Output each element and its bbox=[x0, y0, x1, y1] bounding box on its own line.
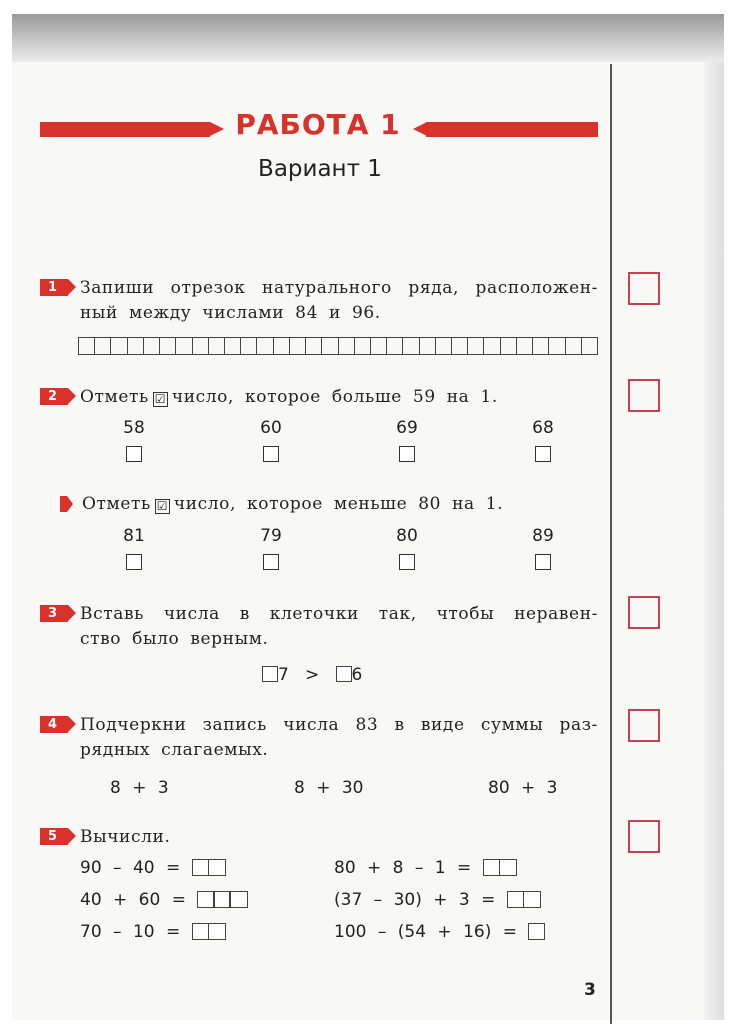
score-box-5[interactable] bbox=[628, 820, 660, 853]
expression-right-3 bbox=[334, 921, 545, 943]
task-1-line-2: ный между числами 84 и 96. bbox=[80, 303, 381, 323]
inequality-box-right[interactable] bbox=[336, 666, 352, 682]
score-box-3[interactable] bbox=[628, 596, 660, 629]
answer-cell[interactable] bbox=[209, 338, 225, 354]
answer-box[interactable] bbox=[192, 923, 226, 940]
answer-cell[interactable] bbox=[566, 338, 582, 354]
answer-cell[interactable] bbox=[403, 338, 419, 354]
answer-box[interactable] bbox=[483, 859, 517, 876]
expression-text: 80 + 8 – 1 = bbox=[334, 858, 472, 878]
task-number-5: 5 bbox=[40, 828, 68, 845]
inequality bbox=[262, 664, 362, 686]
answer-cell[interactable] bbox=[79, 338, 95, 354]
answer-cell[interactable] bbox=[95, 338, 111, 354]
answer-cell[interactable] bbox=[306, 338, 322, 354]
task-number-3: 3 bbox=[40, 605, 68, 622]
option-2b-2: 79 bbox=[260, 526, 282, 546]
margin-line bbox=[610, 64, 612, 1024]
subtask-marker-icon bbox=[60, 496, 67, 512]
answer-box[interactable] bbox=[528, 923, 545, 940]
answer-cell[interactable] bbox=[160, 338, 176, 354]
answer-cell[interactable] bbox=[257, 338, 273, 354]
answer-cell[interactable] bbox=[225, 338, 241, 354]
expression-right-2 bbox=[334, 889, 541, 911]
task-2b-prefix: Отметь bbox=[82, 494, 151, 514]
inequality-box-left[interactable] bbox=[262, 666, 278, 682]
expression-text: 70 – 10 = bbox=[80, 922, 181, 942]
answer-cell[interactable] bbox=[371, 338, 387, 354]
answer-box[interactable] bbox=[192, 859, 226, 876]
option-2b-1: 81 bbox=[123, 526, 145, 546]
title-arrow-right-icon bbox=[413, 122, 427, 136]
answer-cell[interactable] bbox=[468, 338, 484, 354]
answer-cell[interactable] bbox=[355, 338, 371, 354]
expression-text: 90 – 40 = bbox=[80, 858, 181, 878]
title-arrow-left-icon bbox=[210, 122, 224, 136]
option-2b-1-checkbox[interactable] bbox=[126, 554, 142, 570]
option-2b-4: 89 bbox=[532, 526, 554, 546]
page-edge bbox=[704, 62, 724, 1020]
answer-cell[interactable] bbox=[549, 338, 565, 354]
answer-cell[interactable] bbox=[452, 338, 468, 354]
variant-title: Вариант 1 bbox=[258, 156, 382, 182]
expression-left-3 bbox=[80, 921, 226, 943]
sum-option-1[interactable]: 8 + 3 bbox=[110, 778, 169, 798]
task-5-title: Вычисли. bbox=[80, 827, 171, 847]
task-number-2: 2 bbox=[40, 388, 68, 405]
expression-left-2 bbox=[80, 889, 248, 911]
task-number-4: 4 bbox=[40, 716, 68, 733]
answer-cells-row[interactable] bbox=[78, 337, 598, 355]
score-box-1[interactable] bbox=[628, 272, 660, 305]
answer-cell[interactable] bbox=[484, 338, 500, 354]
task-2a-text bbox=[80, 385, 498, 409]
answer-cell[interactable] bbox=[128, 338, 144, 354]
answer-cell[interactable] bbox=[420, 338, 436, 354]
answer-cell[interactable] bbox=[517, 338, 533, 354]
answer-cell[interactable] bbox=[274, 338, 290, 354]
option-2b-4-checkbox[interactable] bbox=[535, 554, 551, 570]
option-2a-4-checkbox[interactable] bbox=[535, 446, 551, 462]
task-2b-text bbox=[82, 492, 503, 516]
option-2b-2-checkbox[interactable] bbox=[263, 554, 279, 570]
inequality-left-digit: 7 bbox=[278, 665, 289, 685]
option-2a-3: 69 bbox=[396, 418, 418, 438]
task-2a-suffix: число, которое больше 59 на 1. bbox=[171, 387, 498, 407]
option-2a-3-checkbox[interactable] bbox=[399, 446, 415, 462]
expression-text: 100 – (54 + 16) = bbox=[334, 922, 517, 942]
answer-cell[interactable] bbox=[241, 338, 257, 354]
answer-cell[interactable] bbox=[501, 338, 517, 354]
answer-cell[interactable] bbox=[582, 338, 597, 354]
page-title: РАБОТА 1 bbox=[235, 108, 401, 141]
task-1-line-1: Запиши отрезок натурального ряда, расположен- bbox=[80, 278, 598, 298]
option-2b-3: 80 bbox=[396, 526, 418, 546]
scan-shadow bbox=[12, 14, 724, 62]
page-number: 3 bbox=[584, 980, 596, 1000]
sum-option-2[interactable]: 8 + 30 bbox=[294, 778, 364, 798]
checkbox-icon: ☑ bbox=[154, 392, 167, 406]
task-3-line-1: Вставь числа в клеточки так, чтобы неравен- bbox=[80, 604, 598, 624]
option-2a-2-checkbox[interactable] bbox=[263, 446, 279, 462]
expression-left-1 bbox=[80, 857, 226, 879]
answer-box[interactable] bbox=[507, 891, 541, 908]
title-bar-left bbox=[40, 122, 210, 137]
task-2b-suffix: число, которое меньше 80 на 1. bbox=[173, 494, 504, 514]
task-4-line-2: рядных слагаемых. bbox=[80, 740, 269, 760]
option-2a-4: 68 bbox=[532, 418, 554, 438]
option-2a-1: 58 bbox=[123, 418, 145, 438]
answer-cell[interactable] bbox=[436, 338, 452, 354]
answer-cell[interactable] bbox=[339, 338, 355, 354]
answer-cell[interactable] bbox=[322, 338, 338, 354]
task-number-1: 1 bbox=[40, 279, 68, 296]
inequality-right-digit: 6 bbox=[351, 665, 363, 685]
score-box-4[interactable] bbox=[628, 709, 660, 742]
checkbox-icon: ☑ bbox=[156, 499, 169, 513]
answer-box[interactable] bbox=[197, 891, 248, 908]
answer-cell[interactable] bbox=[290, 338, 306, 354]
answer-cell[interactable] bbox=[144, 338, 160, 354]
answer-cell[interactable] bbox=[533, 338, 549, 354]
task-4-line-1: Подчеркни запись числа 83 в виде суммы раз- bbox=[80, 715, 598, 735]
expression-text: (37 – 30) + 3 = bbox=[334, 890, 496, 910]
task-3-line-2: ство было верным. bbox=[80, 629, 269, 649]
answer-cell[interactable] bbox=[387, 338, 403, 354]
option-2a-2: 60 bbox=[260, 418, 282, 438]
answer-cell[interactable] bbox=[176, 338, 192, 354]
task-2a-prefix: Отметь bbox=[80, 387, 149, 407]
expression-right-1 bbox=[334, 857, 517, 879]
sum-option-3[interactable]: 80 + 3 bbox=[488, 778, 558, 798]
inequality-sign: > bbox=[305, 665, 320, 685]
answer-cell[interactable] bbox=[111, 338, 127, 354]
answer-cell[interactable] bbox=[193, 338, 209, 354]
score-box-2[interactable] bbox=[628, 379, 660, 412]
title-bar-right bbox=[426, 122, 598, 137]
expression-text: 40 + 60 = bbox=[80, 890, 186, 910]
option-2b-3-checkbox[interactable] bbox=[399, 554, 415, 570]
option-2a-1-checkbox[interactable] bbox=[126, 446, 142, 462]
